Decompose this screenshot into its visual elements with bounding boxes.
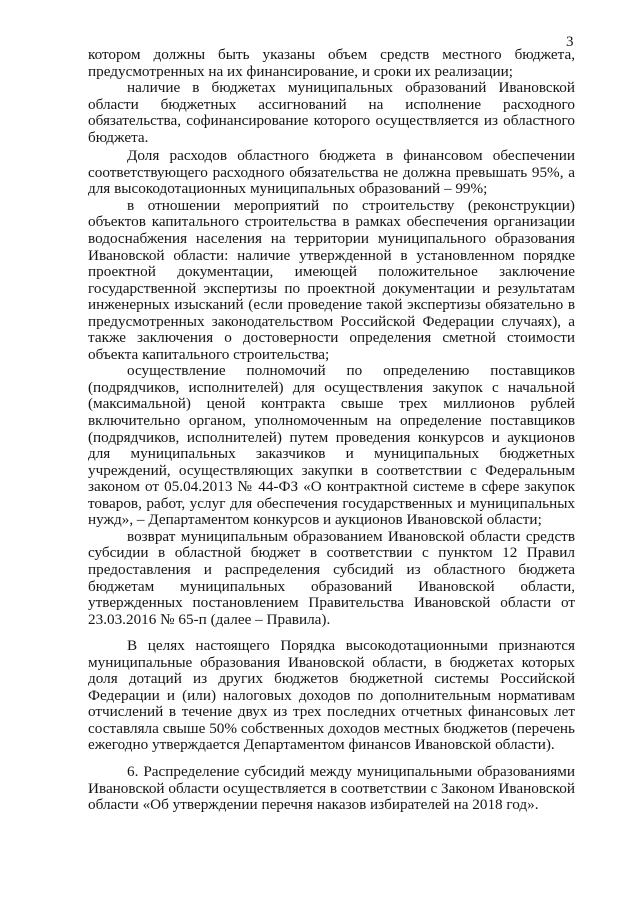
paragraph-expense-share: Доля расходов областного бюджета в финансовом обеспечении соответствующего расходного обязательства не должна превышать 95%, а для высокодотационных муниципальных образований – 99%; (88, 147, 575, 198)
page-number: 3 (566, 34, 574, 50)
paragraph-procurement-authority: осуществление полномочий по определению поставщиков (подрядчиков, исполнителей) для осуществления закупок с начальной (максимальной) ценой контракта свыше трех миллионов рублей включительно органом, уполномоченным на определение поставщиков (подрядчиков, исполнителей) путем проведения конкурсов и аукционов для муниципальных заказчиков и муниципальных бюджетных учреждений, осуществляющих закупки в соответствии с Федеральным законом от 05.04.2013 № 44-ФЗ «О контрактной системе в сфере закупок товаров, работ, услуг для обеспечения государственных и муниципальных нужд», – Департаментом конкурсов и аукционов Ивановской области; (88, 362, 575, 529)
paragraph-continuation: котором должны быть указаны объем средств местного бюджета, предусмотренных на их финансирование, и сроки их реализации; (88, 46, 575, 80)
paragraph-subsidy-return: возврат муниципальным образованием Ивановской области средств субсидии в областной бюджет в соответствии с пунктом 12 Правил предоставления и распределения субсидий из областного бюджета бюджетам муниципальных образований Ивановской области, утвержденных постановлением Правительства Ивановской области от 23.03.2016 № 65-п (далее – Правила). (88, 527, 575, 628)
paragraph-budget-allocations: наличие в бюджетах муниципальных образований Ивановской области бюджетных ассигнований на исполнение расходного обязательства, софинансирование которого осуществляется из областного бюджета. (88, 79, 575, 146)
paragraph-high-subsidy-definition: В целях настоящего Порядка высокодотационными признаются муниципальные образования Ивановской области, в бюджетах которых доля дотаций из других бюджетов бюджетной системы Российской Федерации и (или) налоговых доходов по дополнительным нормативам отчислений в течение двух из трех последних отчетных финансовых лет составляла свыше 50% собственных доходов местных бюджетов (перечень ежегодно утверждается Департаментом финансов Ивановской области). (88, 637, 575, 754)
paragraph-subsidy-distribution: 6. Распределение субсидий между муниципальными образованиями Ивановской области осуществляется в соответствии с Законом Ивановской области «Об утверждении перечня наказов избирателей на 2018 год». (88, 762, 575, 814)
document-body (88, 47, 575, 814)
paragraph-construction-requirements: в отношении мероприятий по строительству (реконструкции) объектов капитального строительства в рамках обеспечения организации водоснабжения населения на территории муниципального образования Ивановской области: наличие утвержденной в установленном порядке проектной документации, имеющей положительное заключение государственной экспертизы по проектной документации и результатам инженерных изысканий (если проведение такой экспертизы обязательно в предусмотренных законодательством Российской Федерации случаях), а также заключения о достоверности определения сметной стоимости объекта капитального строительства; (88, 196, 575, 363)
